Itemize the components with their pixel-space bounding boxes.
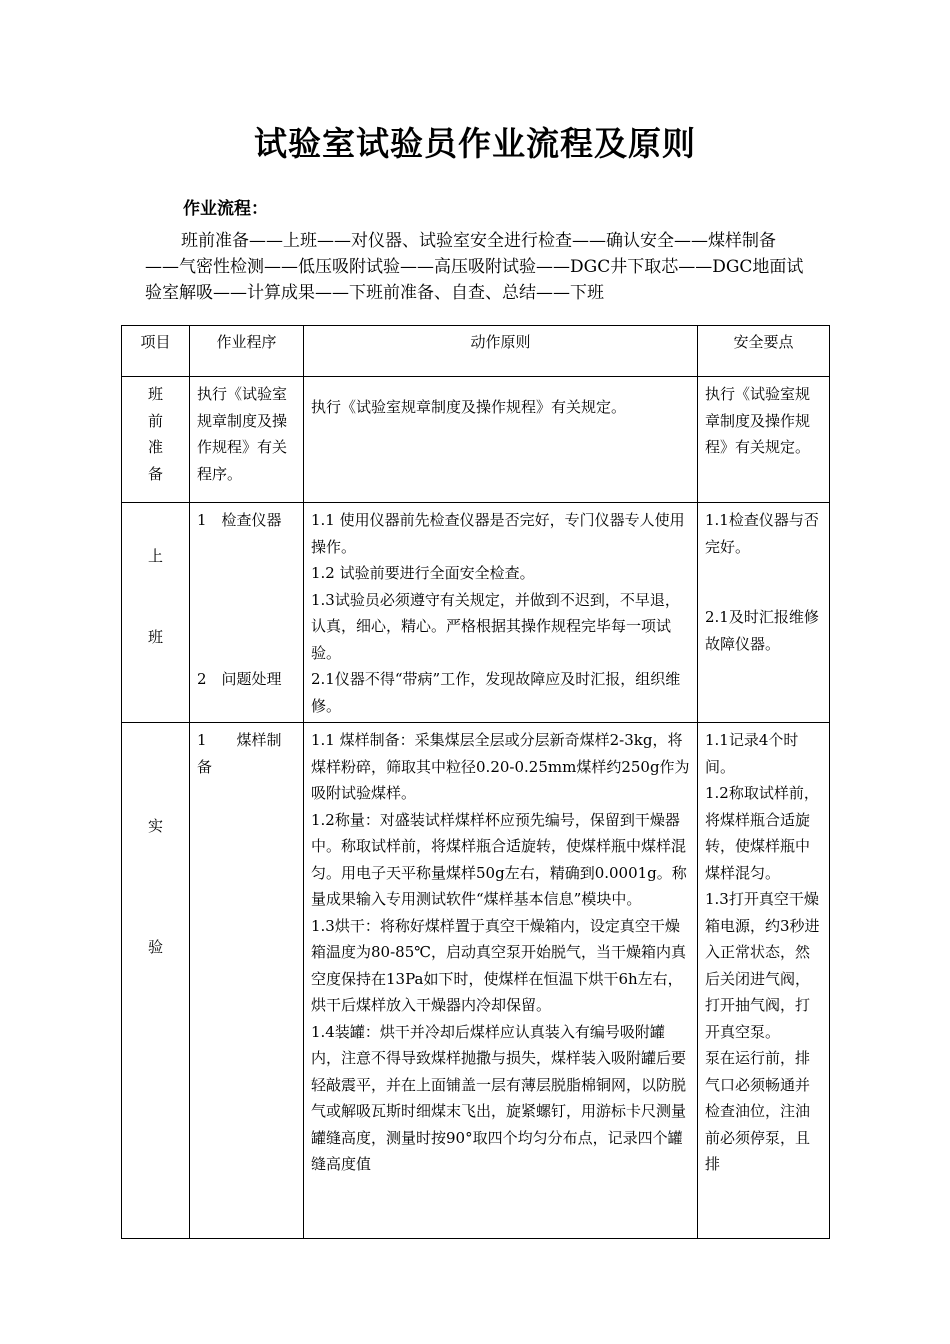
principle-item: 1.3试验员必须遵守有关规定，并做到不迟到，不早退，认真，细心，精心。严格根据其操作规程完毕每一项试验。 (311, 590, 680, 662)
item-char: 验 (147, 937, 163, 956)
procedure-table (121, 325, 830, 1239)
item-char: 上 (147, 547, 163, 565)
safety-item: 1.2称取试样前，将煤样瓶合适旋转，使煤样瓶中煤样混匀。 (705, 784, 819, 882)
table-row-experiment (122, 723, 830, 1239)
procedure-cell (190, 723, 304, 1239)
procedure-cell (190, 503, 304, 723)
header-item: 项目 (122, 326, 190, 377)
procedure-cell: 执行《试验室规章制度及操作规程》有关程序。 (190, 377, 304, 503)
page-title: 试验室试验员作业流程及原则 (254, 124, 696, 163)
header-safety: 安全要点 (698, 326, 830, 377)
safety-cell: 执行《试验室规章制度及操作规程》有关规定。 (698, 377, 830, 503)
item-char: 备 (147, 464, 163, 483)
procedure-check-instruments: 1 检查仪器 (197, 511, 282, 529)
safety-item: 1.1检查仪器与否完好。 (705, 511, 819, 556)
flow-description (145, 228, 805, 306)
safety-item: 1.1记录4个时间。 (705, 731, 799, 776)
item-shift (122, 503, 190, 723)
table-row-pre-shift (122, 377, 830, 503)
principle-item: 2.1仪器不得“带病”工作，发现故障应及时汇报，组织维修。 (311, 670, 681, 715)
item-char: 班 (147, 385, 163, 403)
item-char: 班 (147, 627, 163, 646)
item-char: 前 (147, 411, 163, 430)
principle-item: 1.1 使用仪器前先检查仪器是否完好，专门仪器专人使用操作。 (311, 511, 685, 556)
item-pre-shift (122, 377, 190, 503)
principle-item: 1.2称量：对盛装试样煤样杯应预先编号，保留到干燥器中。称取试样前，将煤样瓶合适旋转，使煤样瓶中煤样混匀。用电子天平称量煤样50g左右，精确到0.0001g。称量成果输入专用测试软件“煤样基本信息”模块中。 (311, 810, 687, 908)
flow-text: 班前准备——上班——对仪器、试验室安全进行检查——确认安全——煤样制备——气密性检测——低压吸附试验——高压吸附试验——DGC井下取芯——DGC地面试验室解吸——计算成果——下班前准备、自查、总结——下班 (145, 231, 804, 303)
table-row-shift (122, 503, 830, 723)
principle-item: 1.2 试验前要进行全面安全检查。 (311, 564, 535, 582)
procedure-sample-prep: 1 煤样制备 (197, 731, 282, 776)
principles-cell (304, 723, 698, 1239)
item-char: 准 (147, 438, 163, 456)
table-header-row (122, 326, 830, 377)
item-char: 实 (147, 817, 163, 835)
procedure-problem-handling: 2 问题处理 (197, 669, 282, 688)
safety-cell (698, 503, 830, 723)
safety-item: 1.3打开真空干燥箱电源，约3秒进入正常状态，然后关闭进气阀，打开抽气阀，打开真空泵。 (705, 890, 820, 1041)
principle-item: 1.3烘干：将称好煤样置于真空干燥箱内，设定真空干燥箱温度为80-85℃，启动真空泵开始脱气，当干燥箱内真空度保持在13Pa如下时，使煤样在恒温下烘干6h左右，烘干后煤样放入干燥器内冷却保留。 (311, 916, 687, 1014)
safety-cell (698, 723, 830, 1239)
safety-item: 2.1及时汇报维修故障仪器。 (705, 608, 819, 653)
flow-heading: 作业流程： (183, 199, 268, 219)
principle-item: 1.1 煤样制备：采集煤层全层或分层新奇煤样2-3kg，将煤样粉碎，筛取其中粒径0.20-0.25mm煤样约250g作为吸附试验煤样。 (311, 731, 690, 802)
principles-cell (304, 503, 698, 723)
header-procedure: 作业程序 (190, 326, 304, 377)
item-experiment (122, 723, 190, 1239)
principles-cell: 执行《试验室规章制度及操作规程》有关规定。 (304, 377, 698, 503)
principle-item: 1.4装罐：烘干并冷却后煤样应认真装入有编号吸附罐内，注意不得导致煤样抛撒与损失，煤样装入吸附罐后要轻敲震平，并在上面铺盖一层有薄层脱脂棉铜网，以防脱气或解吸瓦斯时细煤末飞出，旋紧螺钉，用游标卡尺测量罐缝高度，测量时按90°取四个均匀分布点，记录四个罐缝高度值 (311, 1022, 687, 1173)
header-principles: 动作原则 (304, 326, 698, 377)
safety-item: 泵在运行前，排气口必须畅通并检查油位，注油前必须停泵，且排 (705, 1049, 811, 1173)
